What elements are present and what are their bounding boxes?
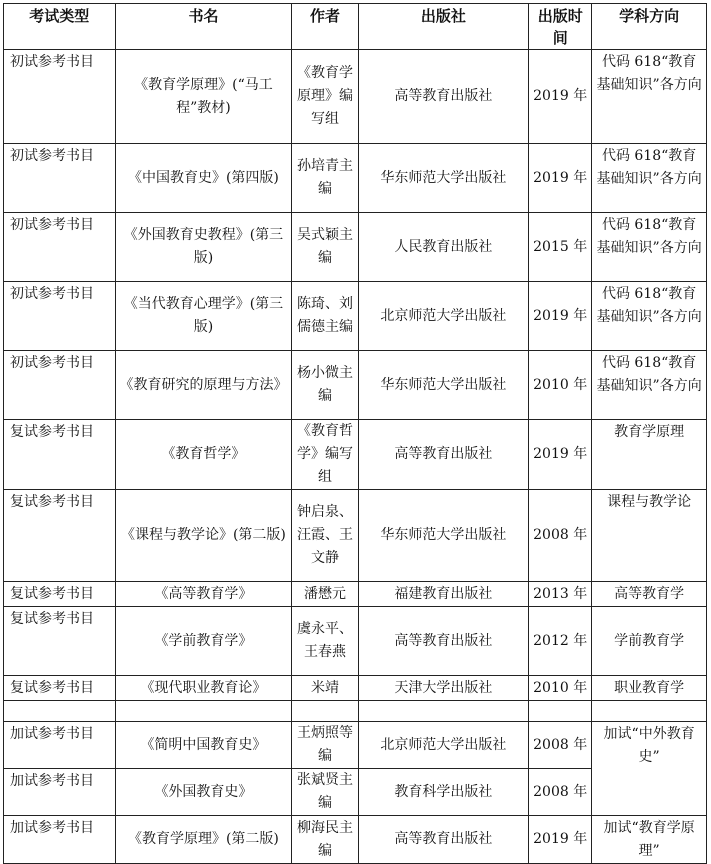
publish-year: 2010 年 — [529, 676, 592, 701]
direction: 学前教育学 — [592, 607, 707, 676]
author: 虞永平、王春燕 — [292, 607, 358, 676]
empty-cell — [529, 701, 592, 722]
publish-year: 2015 年 — [529, 213, 592, 282]
publisher: 华东师范大学出版社 — [358, 490, 528, 582]
table-row — [4, 144, 707, 213]
table-row — [4, 50, 707, 144]
publish-year: 2019 年 — [529, 816, 592, 864]
publisher: 北京师范大学出版社 — [358, 282, 528, 351]
publisher: 天津大学出版社 — [358, 676, 528, 701]
publish-year: 2019 年 — [529, 282, 592, 351]
header-publisher: 出版社 — [358, 4, 528, 50]
exam-type: 初试参考书目 — [4, 144, 116, 213]
publisher: 高等教育出版社 — [358, 816, 528, 864]
exam-type: 复试参考书目 — [4, 490, 116, 582]
publish-year: 2019 年 — [529, 420, 592, 490]
publish-year: 2019 年 — [529, 144, 592, 213]
header-exam-type: 考试类型 — [4, 4, 116, 50]
table-row — [4, 607, 707, 676]
empty-cell — [115, 701, 292, 722]
book-name: 《教育研究的原理与方法》 — [115, 351, 292, 420]
table-row — [4, 490, 707, 582]
direction: 职业教育学 — [592, 676, 707, 701]
author: 钟启泉、汪霞、王文静 — [292, 490, 358, 582]
author: 孙培青主编 — [292, 144, 358, 213]
table-row — [4, 816, 707, 864]
header-publish-year: 出版时间 — [529, 4, 592, 50]
author: 吴式颖主编 — [292, 213, 358, 282]
direction: 代码 618“教育基础知识”各方向 — [592, 144, 707, 213]
table-row — [4, 722, 707, 769]
direction-merged: 加试“中外教育史” — [592, 722, 707, 816]
direction: 代码 618“教育基础知识”各方向 — [592, 50, 707, 144]
author: 王炳照等编 — [292, 722, 358, 769]
author: 张斌贤主编 — [292, 769, 358, 816]
book-name: 《教育哲学》 — [115, 420, 292, 490]
table-row — [4, 213, 707, 282]
publish-year: 2013 年 — [529, 582, 592, 607]
publisher: 华东师范大学出版社 — [358, 144, 528, 213]
table-row — [4, 351, 707, 420]
publish-year: 2008 年 — [529, 490, 592, 582]
book-name: 《当代教育心理学》(第三版) — [115, 282, 292, 351]
author: 《教育学原理》编写组 — [292, 50, 358, 144]
table-row — [4, 282, 707, 351]
exam-type: 复试参考书目 — [4, 676, 116, 701]
table-row — [4, 420, 707, 490]
publish-year: 2019 年 — [529, 50, 592, 144]
publisher: 教育科学出版社 — [358, 769, 528, 816]
publisher: 高等教育出版社 — [358, 50, 528, 144]
exam-type: 初试参考书目 — [4, 351, 116, 420]
publisher: 高等教育出版社 — [358, 607, 528, 676]
author: 《教育哲学》编写组 — [292, 420, 358, 490]
direction: 代码 618“教育基础知识”各方向 — [592, 213, 707, 282]
exam-type: 复试参考书目 — [4, 582, 116, 607]
book-name: 《外国教育史教程》(第三版) — [115, 213, 292, 282]
empty-cell — [292, 701, 358, 722]
author: 杨小微主编 — [292, 351, 358, 420]
publish-year: 2010 年 — [529, 351, 592, 420]
author: 潘懋元 — [292, 582, 358, 607]
header-direction: 学科方向 — [592, 4, 707, 50]
book-name: 《教育学原理》(第二版) — [115, 816, 292, 864]
empty-cell — [4, 701, 116, 722]
author: 柳海民主编 — [292, 816, 358, 864]
header-book-name: 书名 — [115, 4, 292, 50]
exam-type: 初试参考书目 — [4, 282, 116, 351]
exam-type: 加试参考书目 — [4, 816, 116, 864]
book-name: 《现代职业教育论》 — [115, 676, 292, 701]
author: 米靖 — [292, 676, 358, 701]
book-name: 《教育学原理》(“马工程”教材) — [115, 50, 292, 144]
book-name: 《外国教育史》 — [115, 769, 292, 816]
header-author: 作者 — [292, 4, 358, 50]
exam-type: 初试参考书目 — [4, 213, 116, 282]
book-name: 《课程与教学论》(第二版) — [115, 490, 292, 582]
publisher: 华东师范大学出版社 — [358, 351, 528, 420]
direction: 高等教育学 — [592, 582, 707, 607]
reference-books-table — [3, 3, 707, 864]
blank-separator-row — [4, 701, 707, 722]
table-row — [4, 676, 707, 701]
publisher: 高等教育出版社 — [358, 420, 528, 490]
book-name: 《中国教育史》(第四版) — [115, 144, 292, 213]
direction: 加试“教育学原理” — [592, 816, 707, 864]
book-name: 《高等教育学》 — [115, 582, 292, 607]
publish-year: 2008 年 — [529, 722, 592, 769]
publish-year: 2008 年 — [529, 769, 592, 816]
empty-cell — [358, 701, 528, 722]
table-row — [4, 582, 707, 607]
author: 陈琦、刘儒德主编 — [292, 282, 358, 351]
exam-type: 加试参考书目 — [4, 722, 116, 769]
exam-type: 复试参考书目 — [4, 420, 116, 490]
direction: 代码 618“教育基础知识”各方向 — [592, 282, 707, 351]
direction: 课程与教学论 — [592, 490, 707, 582]
exam-type: 加试参考书目 — [4, 769, 116, 816]
direction: 代码 618“教育基础知识”各方向 — [592, 351, 707, 420]
table-header-row — [4, 4, 707, 50]
publisher: 福建教育出版社 — [358, 582, 528, 607]
book-name: 《简明中国教育史》 — [115, 722, 292, 769]
exam-type: 初试参考书目 — [4, 50, 116, 144]
direction: 教育学原理 — [592, 420, 707, 490]
exam-type: 复试参考书目 — [4, 607, 116, 676]
publisher: 人民教育出版社 — [358, 213, 528, 282]
publish-year: 2012 年 — [529, 607, 592, 676]
book-name: 《学前教育学》 — [115, 607, 292, 676]
publisher: 北京师范大学出版社 — [358, 722, 528, 769]
empty-cell — [592, 701, 707, 722]
